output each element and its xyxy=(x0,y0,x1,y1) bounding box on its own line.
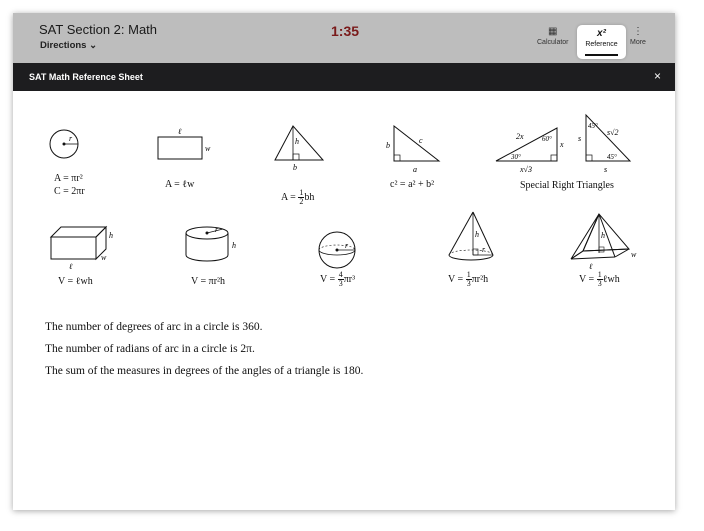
pyramid-volume-formula xyxy=(579,271,620,288)
label-s-left: s xyxy=(578,134,582,143)
fraction-denominator: 3 xyxy=(466,279,471,288)
box-height-label: h xyxy=(109,231,113,240)
fraction-numerator: 4 xyxy=(338,270,343,279)
cylinder-diagram xyxy=(185,227,245,267)
circle-diagram xyxy=(49,124,79,164)
fraction-numerator: 1 xyxy=(299,188,304,197)
reference-button[interactable] xyxy=(577,25,626,59)
reference-sheet-title: SAT Math Reference Sheet xyxy=(29,72,143,82)
timer: 1:35 xyxy=(331,23,360,39)
box-length-label: ℓ xyxy=(69,262,73,271)
sphere-volume-formula xyxy=(320,271,355,288)
triangle-base-label: b xyxy=(293,163,297,172)
pyramid-formula-suffix: ℓwh xyxy=(602,273,620,285)
rectangle-figure xyxy=(157,125,217,165)
cylinder-height-label: h xyxy=(232,241,236,250)
fraction-numerator: 1 xyxy=(466,270,471,279)
cylinder-figure xyxy=(185,227,245,267)
reference-sheet-header xyxy=(13,63,675,91)
more-button[interactable] xyxy=(630,25,646,46)
circle-area-formula: A = πr² xyxy=(54,173,83,184)
box-width-label: w xyxy=(101,253,107,262)
pythagorean-formula: c² = a² + b² xyxy=(390,179,435,190)
cone-diagram xyxy=(447,211,497,266)
label-30-degrees: 30° xyxy=(511,153,521,161)
pyramid-diagram xyxy=(569,213,639,273)
label-x-root3: x√3 xyxy=(520,165,532,174)
pyramid-height-label: h xyxy=(601,231,605,240)
cylinder-radius-label: r xyxy=(215,225,219,234)
pyramid-width-label: w xyxy=(631,250,637,259)
more-label: More xyxy=(630,39,646,46)
active-indicator xyxy=(585,54,618,56)
circle-radius-label: r xyxy=(69,134,73,143)
label-45-bottom: 45° xyxy=(607,153,617,161)
box-diagram xyxy=(49,223,124,273)
calculator-label: Calculator xyxy=(537,39,569,46)
fraction-denominator: 3 xyxy=(597,279,602,288)
circle-circumference-formula: C = 2πr xyxy=(54,186,85,197)
special-triangles-diagram xyxy=(494,113,634,183)
fact-triangle-angles: The sum of the measures in degrees of the angles of a triangle is 180. xyxy=(45,365,364,377)
rectangle-length-label: ℓ xyxy=(178,127,182,136)
cone-volume-formula xyxy=(448,271,488,288)
special-triangles-caption: Special Right Triangles xyxy=(520,180,614,191)
section-title: SAT Section 2: Math xyxy=(39,22,158,37)
formula-icon: x² xyxy=(597,28,606,39)
cone-figure xyxy=(447,211,497,266)
label-x: x xyxy=(560,140,564,149)
label-2x: 2x xyxy=(516,132,524,141)
fact-radians: The number of radians of arc in a circle is 2π. xyxy=(45,343,255,355)
pyramid-figure xyxy=(569,213,639,273)
fraction-denominator: 3 xyxy=(338,279,343,288)
sphere-radius-label: r xyxy=(345,241,349,250)
fact-degrees: The number of degrees of arc in a circle is 360. xyxy=(45,321,263,333)
triangle-height-label: h xyxy=(295,137,299,146)
sphere-formula-prefix: V = xyxy=(320,273,336,285)
rectangle-diagram xyxy=(157,125,217,165)
triangle-formula-prefix: A = xyxy=(281,191,296,203)
label-60-degrees: 60° xyxy=(542,135,552,143)
more-vertical-icon: ⋮ xyxy=(632,26,643,37)
fraction-numerator: 1 xyxy=(597,270,602,279)
cone-radius-label: r xyxy=(482,245,486,254)
calculator-button[interactable] xyxy=(537,25,569,46)
pythagorean-c-label: c xyxy=(419,136,423,145)
label-45-top: 45° xyxy=(588,122,598,130)
rectangle-width-label: w xyxy=(205,144,211,153)
triangle-figure xyxy=(273,124,327,174)
label-s-root2: s√2 xyxy=(607,128,619,137)
triangle-formula-suffix: bh xyxy=(304,191,315,203)
special-right-triangles-figure xyxy=(494,113,634,183)
cylinder-volume-formula: V = πr²h xyxy=(191,276,226,287)
calculator-icon: ▦ xyxy=(548,26,558,37)
pythagorean-a-label: a xyxy=(413,165,417,174)
sphere-formula-suffix: πr³ xyxy=(343,273,356,285)
chevron-down-icon: ⌄ xyxy=(89,40,98,51)
pythagorean-figure xyxy=(385,124,445,174)
sphere-diagram xyxy=(318,231,358,271)
triangle-area-formula xyxy=(281,189,314,206)
pythagorean-b-label: b xyxy=(386,141,390,150)
directions-button[interactable] xyxy=(40,40,97,51)
box-figure xyxy=(49,223,124,273)
triangle-diagram xyxy=(273,124,327,174)
directions-label: Directions xyxy=(40,40,87,51)
cone-formula-prefix: V = xyxy=(448,273,464,285)
circle-figure xyxy=(49,124,79,164)
close-icon[interactable]: × xyxy=(653,69,661,83)
label-s-bottom: s xyxy=(604,165,608,174)
pythagorean-diagram xyxy=(385,124,445,174)
app-header xyxy=(13,13,675,63)
reference-label: Reference xyxy=(585,41,618,48)
cone-height-label: h xyxy=(475,230,479,239)
pyramid-formula-prefix: V = xyxy=(579,273,595,285)
box-volume-formula: V = ℓwh xyxy=(58,276,93,287)
pyramid-length-label: ℓ xyxy=(589,262,593,271)
fraction-denominator: 2 xyxy=(299,197,304,206)
app-window xyxy=(13,13,675,510)
rectangle-area-formula: A = ℓw xyxy=(165,179,195,190)
sphere-figure xyxy=(318,231,358,271)
cone-formula-suffix: πr²h xyxy=(471,273,489,285)
